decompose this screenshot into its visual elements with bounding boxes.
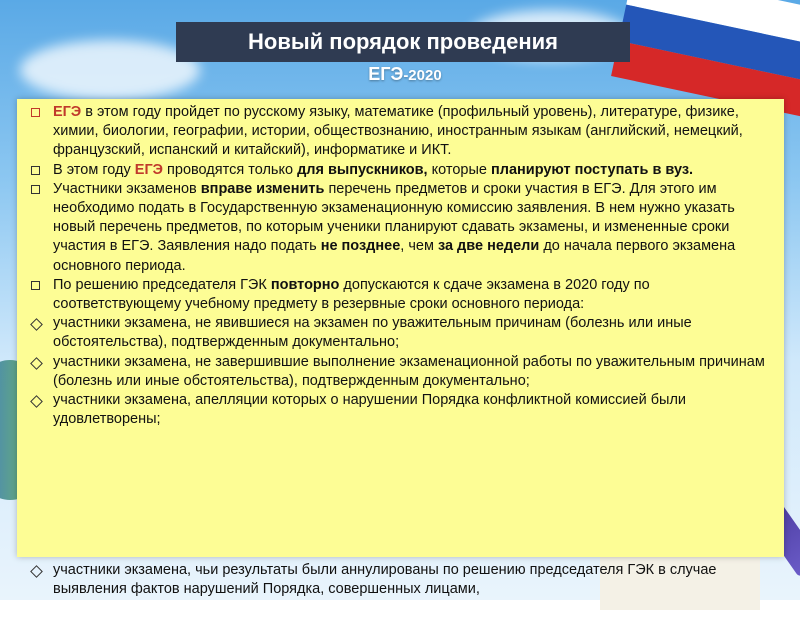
subtitle-year: -2020 [403,67,442,84]
item-text: в этом году пройдет по русскому языку, математике (профильный уровень), литературе, физике, химии, биологии, географии, истории, обществознанию, иностранным языкам (английский, немецкий, французский, испанский и китайский), информатике и ИКТ. [53,104,743,159]
content-panel [17,99,784,557]
diamond-bullet-icon [31,314,45,335]
item-text: участники экзамена, апелляции которых о нарушении Порядка конфликтной комиссией были удовлетворены; [53,392,687,428]
emphasis-text: вправе изменить [200,180,325,197]
emphasis-text: планируют поступать в вуз. [491,161,694,178]
list-item [25,391,774,429]
overflow-list [17,557,784,599]
item-text: перечень предметов и сроки участия в ЕГЭ. Для этого им необходимо подать в Государственную экзаменационную комиссию заявления. В нем нужно указать новый перечень предметов, по которым ученики планируют сдавать экзамены, и измененные сроки участия в ЕГЭ. Заявления надо подать [53,180,735,255]
list-item [25,161,774,180]
cloud [20,40,200,100]
item-text: проводятся только [163,161,298,178]
highlight-text: ЕГЭ [53,104,82,120]
item-text: , чем [400,238,438,255]
overflow-text [17,557,784,617]
bullet-list [17,99,784,429]
item-text: Участники экзаменов [53,180,201,197]
emphasis-text: повторно [270,276,340,293]
item-text: участники экзамена, не явившиеся на экзамен по уважительным причинам (болезнь или иные обстоятельства), подтвержденным документально; [53,315,692,351]
list-item [25,561,774,599]
list-item [25,103,774,161]
square-bullet-icon [31,276,45,296]
diamond-bullet-icon [31,353,45,374]
item-text: В этом году [53,161,135,178]
page-subtitle [340,62,470,88]
list-item [25,353,774,391]
square-bullet-icon [31,180,45,200]
item-text: которые [427,161,491,178]
item-text: По решению председателя ГЭК [53,276,271,293]
item-text: участники экзамена, не завершившие выполнение экзаменационной работы по уважительным причинам (болезнь или иные обстоятельства), подтвержденным документально; [53,353,765,389]
page-title: Новый порядок проведения [176,22,630,62]
emphasis-text: не позднее [320,238,401,255]
square-bullet-icon [31,103,45,123]
emphasis-text: для выпускников, [297,161,428,178]
list-item [25,180,774,276]
diamond-bullet-icon [31,391,45,412]
list-item [25,276,774,314]
item-text: допускаются к сдаче экзамена в 2020 году по соответствующему учебному предмету в резервные сроки основного периода: [53,276,650,313]
item-text: участники экзамена, чьи результаты были аннулированы по решению председателя ГЭК в случае выявления фактов нарушений Порядка, совершенных лицами, [53,562,717,598]
emphasis-text: за две недели [437,238,540,255]
square-bullet-icon [31,161,45,181]
subtitle-text: ЕГЭ [368,64,404,84]
highlight-text: ЕГЭ [134,161,163,178]
list-item [25,314,774,352]
diamond-bullet-icon [31,561,45,582]
item-text: до начала первого экзамена основного периода. [53,238,736,274]
